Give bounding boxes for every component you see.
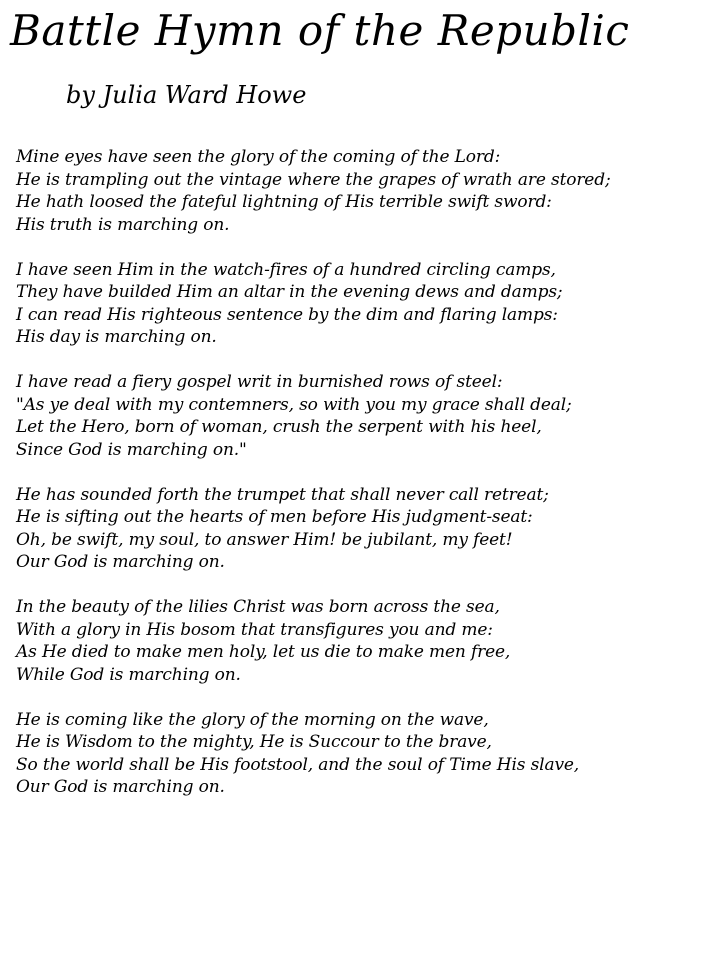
poem-line: They have builded Him an altar in the evening dews and damps; xyxy=(16,282,563,302)
poem-line: In the beauty of the lilies Christ was born across the sea, xyxy=(16,597,500,617)
stanza-3 xyxy=(16,371,716,461)
poem-line: "As ye deal with my contemners, so with you my grace shall deal; xyxy=(16,394,572,415)
poem-line: His day is marching on. xyxy=(16,327,217,347)
poem-title: Battle Hymn of the Republic xyxy=(10,6,630,55)
poem-line: While God is marching on. xyxy=(16,664,241,685)
stanza-4 xyxy=(16,484,716,574)
stanza-1 xyxy=(16,146,716,236)
poem-line: Oh, be swift, my soul, to answer Him! be jubilant, my feet! xyxy=(16,529,513,550)
poem-line: I can read His righteous sentence by the dim and flaring lamps: xyxy=(16,304,558,325)
poem-line: His truth is marching on. xyxy=(16,214,230,235)
poem-line: With a glory in His bosom that transfigures you and me: xyxy=(16,619,493,640)
poem-line: He is Wisdom to the mighty, He is Succour to the brave, xyxy=(16,732,492,752)
poem-line: I have read a fiery gospel writ in burnished rows of steel: xyxy=(16,372,503,392)
poem-line: He is sifting out the hearts of men before His judgment-seat: xyxy=(16,507,533,527)
stanza-5 xyxy=(16,596,716,686)
poem-line: So the world shall be His footstool, and the soul of Time His slave, xyxy=(16,754,580,775)
poem-line: He hath loosed the fateful lightning of His terrible swift sword: xyxy=(16,192,552,212)
poem-author: by Julia Ward Howe xyxy=(66,81,307,109)
poem-body xyxy=(16,146,716,821)
poem-line: He is trampling out the vintage where the grapes of wrath are stored; xyxy=(16,169,611,190)
poem-line: Let the Hero, born of woman, crush the serpent with his heel, xyxy=(16,417,542,437)
poem-line: He is coming like the glory of the morning on the wave, xyxy=(16,709,489,730)
stanza-6 xyxy=(16,709,716,799)
poem-line: Since God is marching on." xyxy=(16,439,247,460)
poem-line: Our God is marching on. xyxy=(16,777,225,797)
poem-line: Mine eyes have seen the glory of the coming of the Lord: xyxy=(16,147,501,167)
poem-line: Our God is marching on. xyxy=(16,552,225,572)
stanza-2 xyxy=(16,259,716,349)
poem-line: As He died to make men holy, let us die to make men free, xyxy=(16,642,511,662)
poem-line: He has sounded forth the trumpet that shall never call retreat; xyxy=(16,484,549,505)
poem-line: I have seen Him in the watch-fires of a hundred circling camps, xyxy=(16,259,556,280)
